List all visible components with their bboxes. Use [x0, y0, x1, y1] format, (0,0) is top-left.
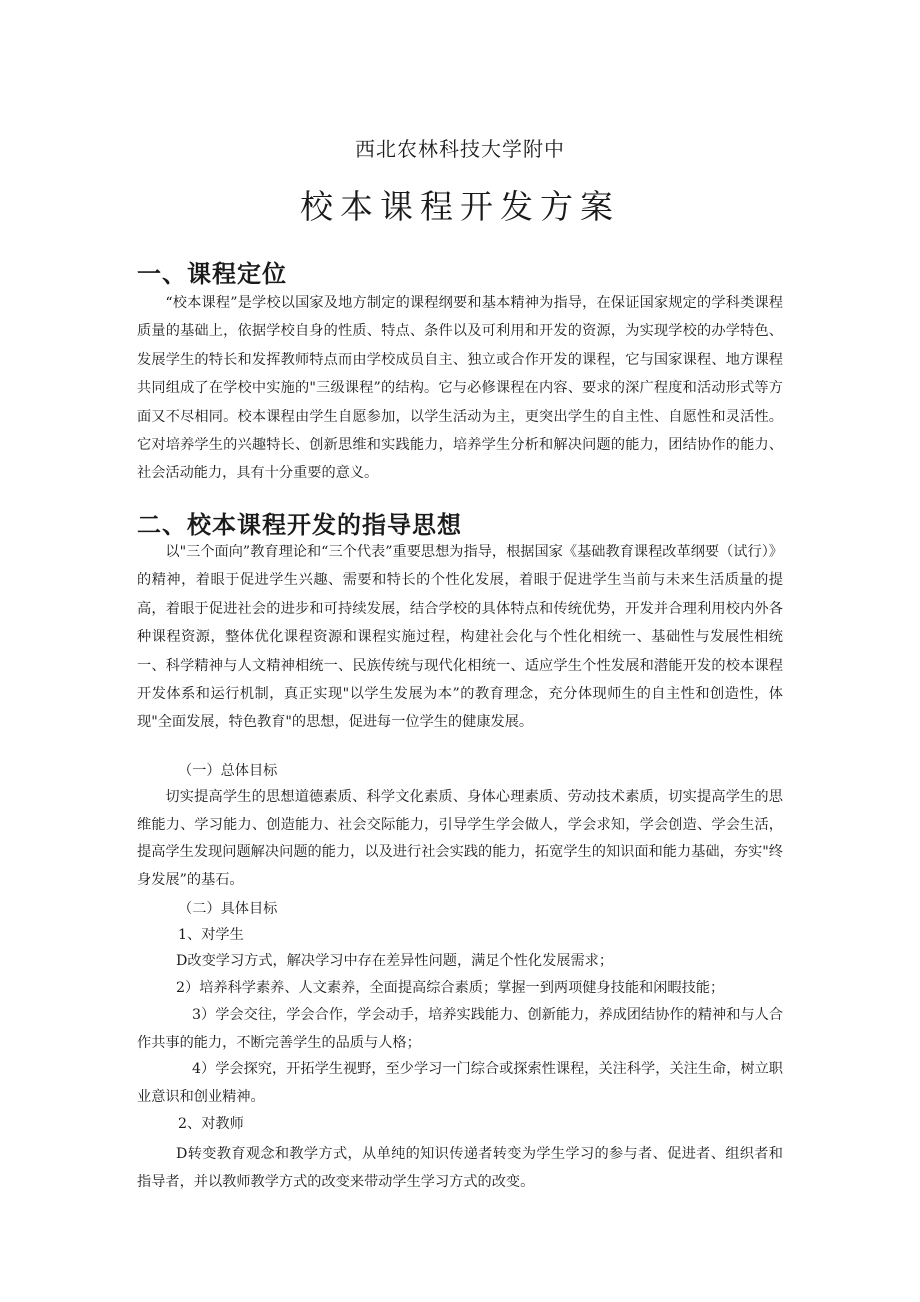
document-title: 校本课程开发方案	[300, 187, 620, 226]
student-goal-item: 2）培养科学素养、人文素养，全面提高综合素质；掌握一到两项健身技能和闲暇技能；	[176, 980, 725, 996]
section-heading-positioning: 一、课程定位	[137, 260, 287, 288]
subheading-specific-goal: （二）具体目标	[178, 901, 278, 917]
student-goal-item: 3）学会交往，学会合作，学会动手，培养实践能力、创新能力，养成团结协作的精神和与人合作共事的能力，不断完善学生的品质与人格；	[137, 1007, 783, 1051]
teacher-goal-item: D转变教育观念和教学方式，从单纯的知识传递者转变为学生学习的参与者、促进者、组织者和指导者，并以教师教学方式的改变来带动学生学习方式的改变。	[137, 1146, 783, 1190]
student-goal-item: D改变学习方式，解决学习中存在差异性问题，满足个性化发展需求；	[176, 953, 614, 969]
student-goal-item: 4）学会探究，开拓学生视野，至少学习一门综合或探索性课程，关注科学，关注生命，树立职业意识和创业精神。	[137, 1061, 783, 1105]
section-body-positioning: “校本课程”是学校以国家及地方制定的课程纲要和基本精神为指导，在保证国家规定的学科类课程质量的基础上，依据学校自身的性质、特点、条件以及可利用和开发的资源，为实现学校的办学特色、发展学生的特长和发挥教师特点而由学校成员自主、独立或合作开发的课程，它与国家课程、地方课程共同组成了在学校中实施的"三级课程”的结构。它与必修课程在内容、要求的深广程度和活动形式等方面又不尽相同。校本课程由学生自愿参加，以学生活动为主，更突出学生的自主性、自愿性和灵活性。它对培养学生的兴趣特长、创新思维和实践能力，培养学生分析和解决问题的能力，团结协作的能力、社会活动能力，具有十分重要的意义。	[137, 295, 783, 482]
overall-goal-body: 切实提高学生的思想道德素质、科学文化素质、身体心理素质、劳动技术素质，切实提高学生的思维能力、学习能力、创造能力、社会交际能力，引导学生学会做人，学会求知，学会创造、学会生活，提高学生发现问题解决问题的能力，以及进行社会实践的能力，拓宽学生的知识面和能力基础，夯实"终身发展”的基石。	[137, 789, 783, 888]
subheading-for-students: 1、对学生	[178, 927, 244, 943]
section-body-guiding-ideology: 以"三个面向”教育理论和“三个代表”重要思想为指导，根据国家《基础教育课程改革纲要（试行）》的精神，着眼于促进学生兴趣、需要和特长的个性化发展，着眼于促进学生当前与未来生活质量的提高，着眼于促进社会的进步和可持续发展，结合学校的具体特点和传统优势，开发并合理利用校内外各种课程资源，整体优化课程资源和课程实施过程，构建社会化与个性化相统一、基础性与发展性相统一、科学精神与人文精神相统一、民族传统与现代化相统一、适应学生个性发展和潜能开发的校本课程开发体系和运行机制，真正实现"以学生发展为本”的教育理念，充分体现师生的自主性和创造性，体现"全面发展，特色教育"的思想，促进每一位学生的健康发展。	[137, 544, 783, 731]
subheading-overall-goal: （一）总体目标	[178, 763, 278, 779]
subheading-for-teachers: 2、对教师	[178, 1116, 244, 1132]
section-heading-guiding-ideology: 二、校本课程开发的指导思想	[137, 511, 462, 539]
school-name: 西北农林科技大学附中	[355, 137, 565, 161]
